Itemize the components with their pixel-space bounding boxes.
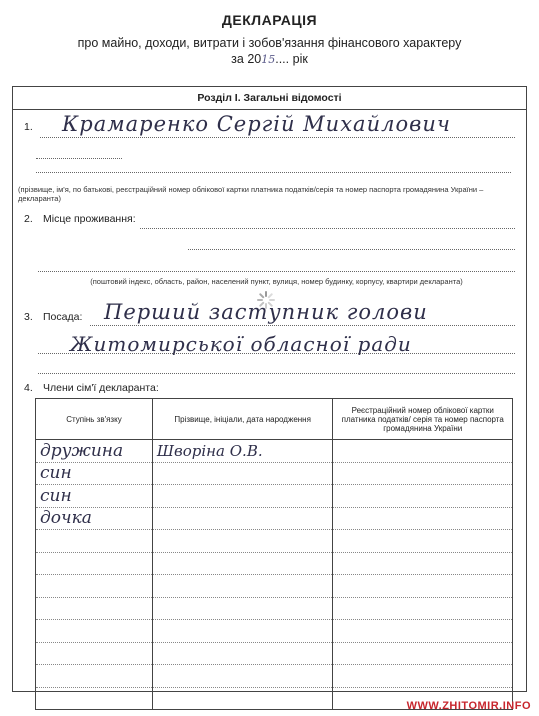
item1-line2a	[36, 158, 122, 159]
table-row	[36, 597, 513, 620]
relation-cell: дочка	[36, 507, 153, 530]
section-title: Розділ І. Загальні відомості	[12, 86, 527, 110]
year-handwritten: 15	[261, 53, 276, 66]
name-cell	[152, 485, 333, 508]
tax-number-cell	[333, 530, 513, 553]
name-cell	[152, 687, 333, 710]
table-row	[36, 530, 513, 553]
table-row	[36, 485, 513, 508]
item2-number: 2.	[24, 213, 33, 225]
table-row	[36, 507, 513, 530]
col-tax-number: Реєстраційний номер облікової картки платника податків/ серія та номер паспорта громадянина України	[333, 399, 513, 440]
relation-cell	[36, 575, 153, 598]
table-row	[36, 575, 513, 598]
site-watermark: WWW.ZHITOMIR.INFO	[406, 700, 531, 712]
relation-cell: дружина	[36, 440, 153, 463]
table-row	[36, 665, 513, 688]
family-label: Члени сім'ї декларанта:	[43, 382, 159, 394]
tax-number-cell	[333, 485, 513, 508]
tax-number-cell	[333, 642, 513, 665]
position-handwritten-line1: Перший заступник голови	[104, 300, 428, 324]
name-cell	[152, 620, 333, 643]
tax-number-cell	[333, 507, 513, 530]
item3-line3	[38, 373, 515, 374]
item3-line1	[90, 325, 515, 326]
table-row	[36, 552, 513, 575]
relation-cell: син	[36, 462, 153, 485]
item2-line3	[38, 271, 515, 272]
relation-cell	[36, 597, 153, 620]
name-cell	[152, 462, 333, 485]
table-row	[36, 462, 513, 485]
item3-number: 3.	[24, 311, 33, 323]
relation-cell	[36, 530, 153, 553]
tax-number-cell	[333, 620, 513, 643]
item1-number: 1.	[24, 121, 33, 133]
relation-cell	[36, 687, 153, 710]
item4-number: 4.	[24, 382, 33, 394]
document-title: ДЕКЛАРАЦІЯ	[221, 12, 318, 28]
item2-caption: (поштовий індекс, область, район, населений пункт, вулиця, номер будинку, корпусу, квартири декларанта)	[90, 277, 463, 286]
col-name: Прізвище, ініціали, дата народження	[152, 399, 333, 440]
tax-number-cell	[333, 552, 513, 575]
year-line	[0, 52, 539, 66]
name-cell	[152, 597, 333, 620]
residence-label: Місце проживання:	[43, 213, 136, 225]
year-dots: ....	[275, 52, 290, 66]
year-prefix: за 20	[231, 52, 262, 66]
tax-number-cell	[333, 665, 513, 688]
relation-cell	[36, 620, 153, 643]
item1-caption: (прізвище, ім'я, по батькові, реєстраційний номер облікової картки платника податків/серія та номер паспорта громадянина України – декларанта)	[18, 185, 484, 203]
name-cell	[152, 642, 333, 665]
relation-cell: син	[36, 485, 153, 508]
name-cell	[152, 552, 333, 575]
name-cell	[152, 530, 333, 553]
table-row	[36, 642, 513, 665]
relation-cell	[36, 552, 153, 575]
position-handwritten-line2: Житомирської обласної ради	[70, 332, 412, 356]
item1-line3	[36, 172, 511, 173]
item3-line2	[38, 353, 515, 354]
declarant-name-handwritten: Крамаренко Сергій Михайлович	[62, 112, 451, 136]
family-table	[35, 398, 513, 710]
tax-number-cell	[333, 597, 513, 620]
tax-number-cell	[333, 575, 513, 598]
item2-line2	[188, 249, 515, 250]
name-cell	[152, 665, 333, 688]
col-relation: Ступінь зв'язку	[36, 399, 153, 440]
family-table-header	[36, 399, 513, 440]
relation-cell	[36, 665, 153, 688]
document-subtitle: про майно, доходи, витрати і зобов'язання фінансового характеру	[77, 36, 462, 50]
relation-cell	[36, 642, 153, 665]
item1-line1	[40, 137, 515, 138]
table-row	[36, 620, 513, 643]
tax-number-cell	[333, 440, 513, 463]
name-cell	[152, 507, 333, 530]
tax-number-cell	[333, 462, 513, 485]
position-label: Посада:	[43, 311, 83, 323]
item2-line1	[140, 228, 515, 229]
year-suffix: рік	[292, 52, 308, 66]
table-row	[36, 440, 513, 463]
name-cell	[152, 575, 333, 598]
name-cell: Шворіна О.В.	[152, 440, 333, 463]
